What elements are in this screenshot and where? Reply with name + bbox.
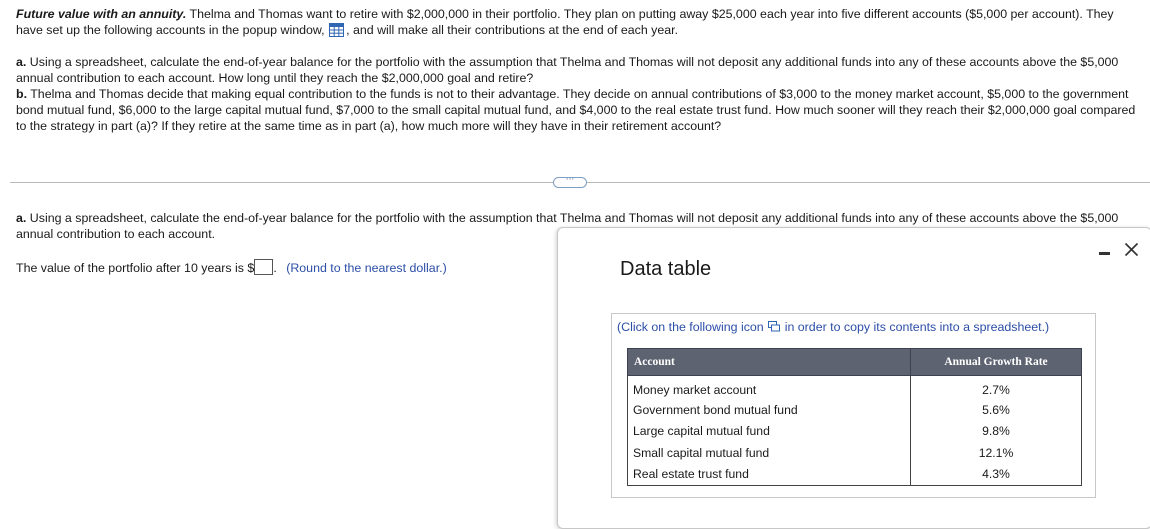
account-name: Real estate trust fund xyxy=(628,464,911,486)
part-b-text: Thelma and Thomas decide that making equal contribution to the funds is not to their advantage. They decide on annual contributions of $3,000 to the money market account, $5,000 to the government bond mutual fund, $6,000 to the large capital mutual fund, $7,000 to the small capital mutual fund, and $4,000 to the real estate trust fund. How much sooner will they reach their $2,000,000 goal compared to the strategy in part (a)? If they retire at the same time as in part (a), how much more will they have in their retirement account? xyxy=(16,87,1136,133)
growth-rate: 5.6% xyxy=(911,399,1082,421)
part-b-statement xyxy=(16,86,1142,134)
header-account: Account xyxy=(628,349,911,376)
part-a-text: Using a spreadsheet, calculate the end-of-year balance for the portfolio with the assumption that Thelma and Thomas will not deposit any additional funds into any of these accounts above the $5,000 annual contribution to each account. How long until they reach the $2,000,000 goal and retire? xyxy=(16,55,1119,85)
data-table-panel xyxy=(611,313,1096,498)
growth-rate: 12.1% xyxy=(911,442,1082,464)
popup-title: Data table xyxy=(620,258,712,280)
account-name: Large capital mutual fund xyxy=(628,421,911,443)
growth-rate-table xyxy=(627,348,1082,486)
header-growth-rate: Annual Growth Rate xyxy=(911,349,1082,376)
expand-button[interactable]: ··· xyxy=(553,177,587,188)
table-row xyxy=(628,464,1082,486)
intro-text-end: , and will make all their contributions at the end of each year. xyxy=(346,23,679,37)
account-name: Money market account xyxy=(628,376,911,400)
table-row xyxy=(628,376,1082,400)
data-table-popup xyxy=(557,227,1150,529)
question-text: Using a spreadsheet, calculate the end-of-year balance for the portfolio with the assumption that Thelma and Thomas will not deposit any additional funds into any of these accounts above the $5,000 annual contribution to each account. xyxy=(16,211,1119,241)
part-a-label: a. xyxy=(16,55,27,69)
instruction-text-end: in order to copy its contents into a spreadsheet.) xyxy=(784,320,1050,334)
copy-instruction xyxy=(617,320,1049,335)
problem-title: Future value with an annuity. xyxy=(16,7,187,21)
table-header-row xyxy=(628,349,1082,376)
copy-icon[interactable] xyxy=(768,321,780,335)
table-row xyxy=(628,421,1082,443)
account-name: Small capital mutual fund xyxy=(628,442,911,464)
problem-intro xyxy=(16,6,1142,41)
rounding-hint: (Round to the nearest dollar.) xyxy=(286,261,447,275)
growth-rate: 9.8% xyxy=(911,421,1082,443)
answer-line xyxy=(16,259,447,276)
problem-statement xyxy=(16,6,1142,134)
minimize-icon[interactable] xyxy=(1099,252,1110,255)
table-row xyxy=(628,399,1082,421)
account-name: Government bond mutual fund xyxy=(628,399,911,421)
part-b-label: b. xyxy=(16,87,28,101)
answer-prefix: The value of the portfolio after 10 years is $ xyxy=(16,261,255,275)
instruction-text-start: (Click on the following icon xyxy=(617,320,764,334)
window-controls xyxy=(1099,242,1139,260)
growth-rate: 2.7% xyxy=(911,376,1082,400)
answer-input[interactable] xyxy=(254,259,273,275)
question-label: a. xyxy=(16,211,27,225)
answer-suffix: . xyxy=(273,261,277,275)
close-icon[interactable] xyxy=(1124,242,1139,260)
intro-text: Thelma and Thomas want to retire with $2,000,000 in their portfolio. They plan on putting away $25,000 each year into five different accounts ($5,000 per account). They have set up the following accounts in the popup window, xyxy=(16,7,1114,37)
part-a-statement xyxy=(16,54,1142,86)
growth-rate: 4.3% xyxy=(911,464,1082,486)
grid-table-icon[interactable] xyxy=(329,23,344,41)
table-row xyxy=(628,442,1082,464)
